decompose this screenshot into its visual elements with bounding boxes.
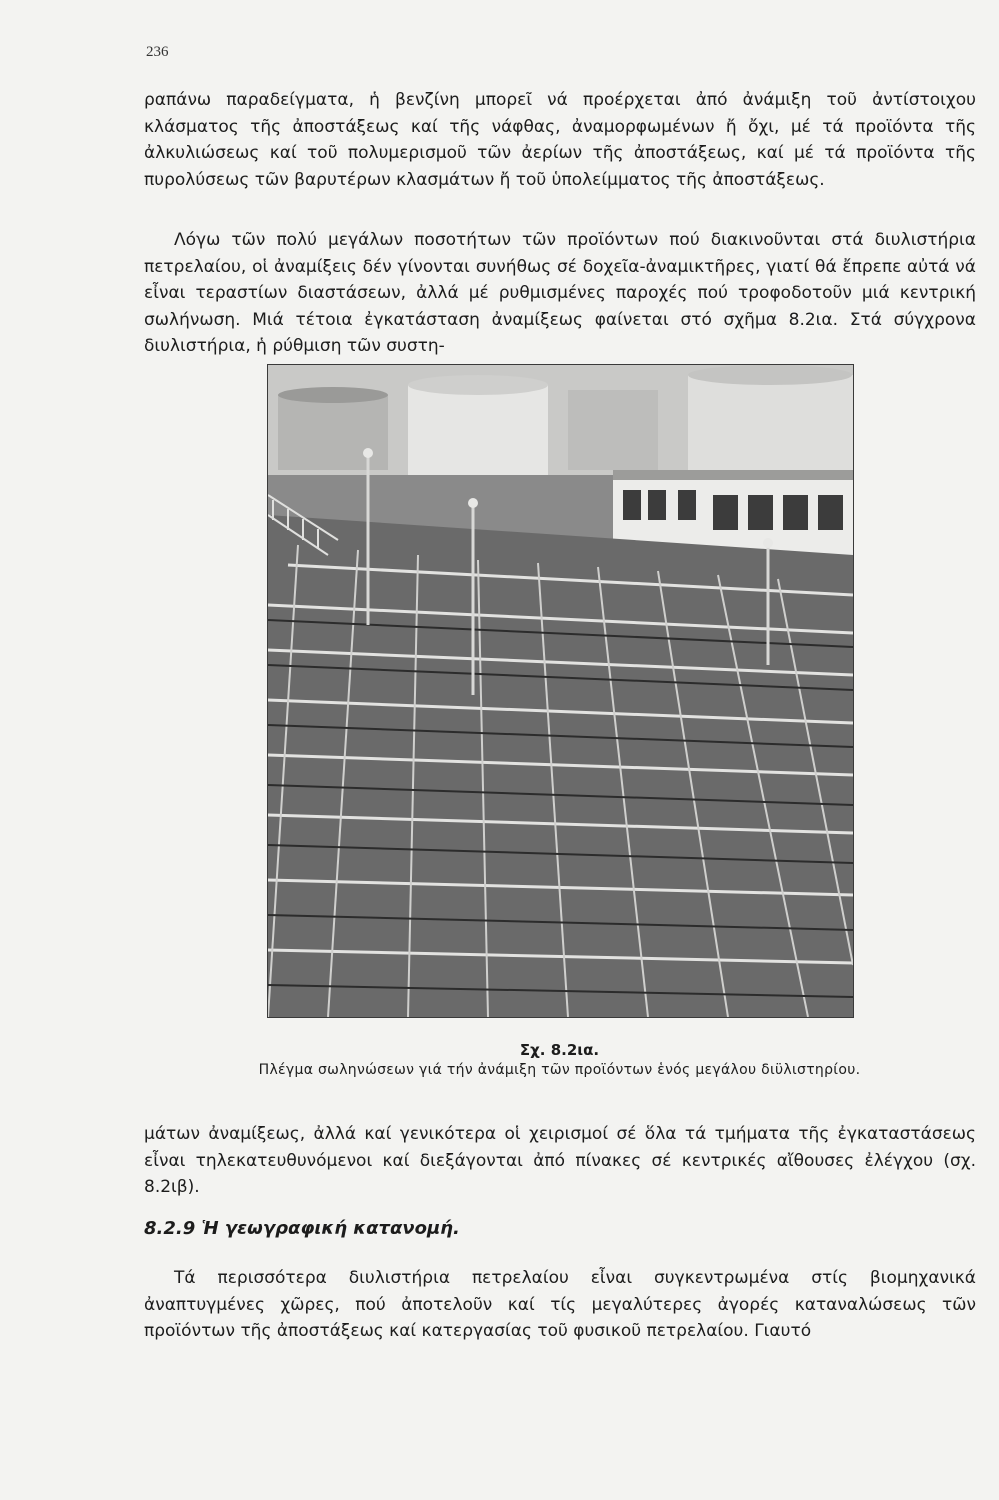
paragraph-1: ραπάνω παραδείγματα, ἡ βενζίνη μπορεῖ νά προέρχεται ἀπό ἀνάμιξη τοῦ ἀντίστοιχου κλάσματος τῆς ἀποστάξεως καί τῆς νάφθας, ἀναμορφωμένων ἤ ὄχι, μέ τά προϊόντα τῆς ἀλκυλιώσεως καί τοῦ πολυμερισμοῦ τῶν ἀερίων τῆς ἀποστάξεως, καί μέ τά προϊόντα τῆς πυρολύσεως τῶν βαρυτέρων κλασμάτων ἤ τοῦ ὑπολείμματος τῆς ἀποστάξεως. xyxy=(144,90,976,190)
paragraph-5: Τά περισσότερα διυλιστήρια πετρελαίου εἶναι συγκεντρωμένα στίς βιομηχανικά ἀναπτυγμένες χῶρες, πού ἀποτελοῦν καί τίς μεγαλύτερες ἀγορές καταναλώσεως τῶν προϊόντων τῆς ἀποστάξεως καί κατεργασίας τοῦ φυσικοῦ πετρελαίου. Γιαυτό xyxy=(144,1268,976,1341)
section-heading: 8.2.9 Ἡ γεωγραφική κατανομή. xyxy=(144,1218,460,1239)
figure-photo xyxy=(267,364,854,1018)
page-number: 236 xyxy=(146,44,169,60)
refinery-pipe-grid-photo xyxy=(268,365,853,1017)
figure-caption: Πλέγμα σωληνώσεων γιά τήν ἀνάμιξη τῶν προϊόντων ἑνός μεγάλου διϋλιστηρίου. xyxy=(258,1062,861,1078)
figure-label: Σχ. 8.2ια. xyxy=(519,1041,600,1059)
paragraph-3: μάτων ἀναμίξεως, ἀλλά καί γενικότερα οἱ χειρισμοί σέ ὅλα τά τμήματα τῆς ἐγκαταστάσεως εἶναι τηλεκατευθυνόμενοι καί διεξάγονται ἀπό πίνακες σέ κεντρικές αἴθουσες ἐλέγχου (σχ. 8.2ιβ). xyxy=(144,1124,976,1197)
paragraph-2: Λόγω τῶν πολύ μεγάλων ποσοτήτων τῶν προϊόντων πού διακινοῦνται στά διυλιστήρια πετρελαίου, οἱ ἀναμίξεις δέν γίνονται συνήθως σέ δοχεῖα-ἀναμικτῆρες, γιατί θά ἔπρεπε αὐτά νά εἶναι τεραστίων διαστάσεων, ἀλλά μέ ρυθμισμένες παροχές πού τροφοδοτοῦν μιά κεντρική σωλήνωση. Μιά τέτοια ἐγκατάσταση ἀναμίξεως φαίνεται στό σχῆμα 8.2ια. Στά σύγχρονα διυλιστήρια, ἡ ρύθμιση τῶν συστη- xyxy=(144,230,976,356)
